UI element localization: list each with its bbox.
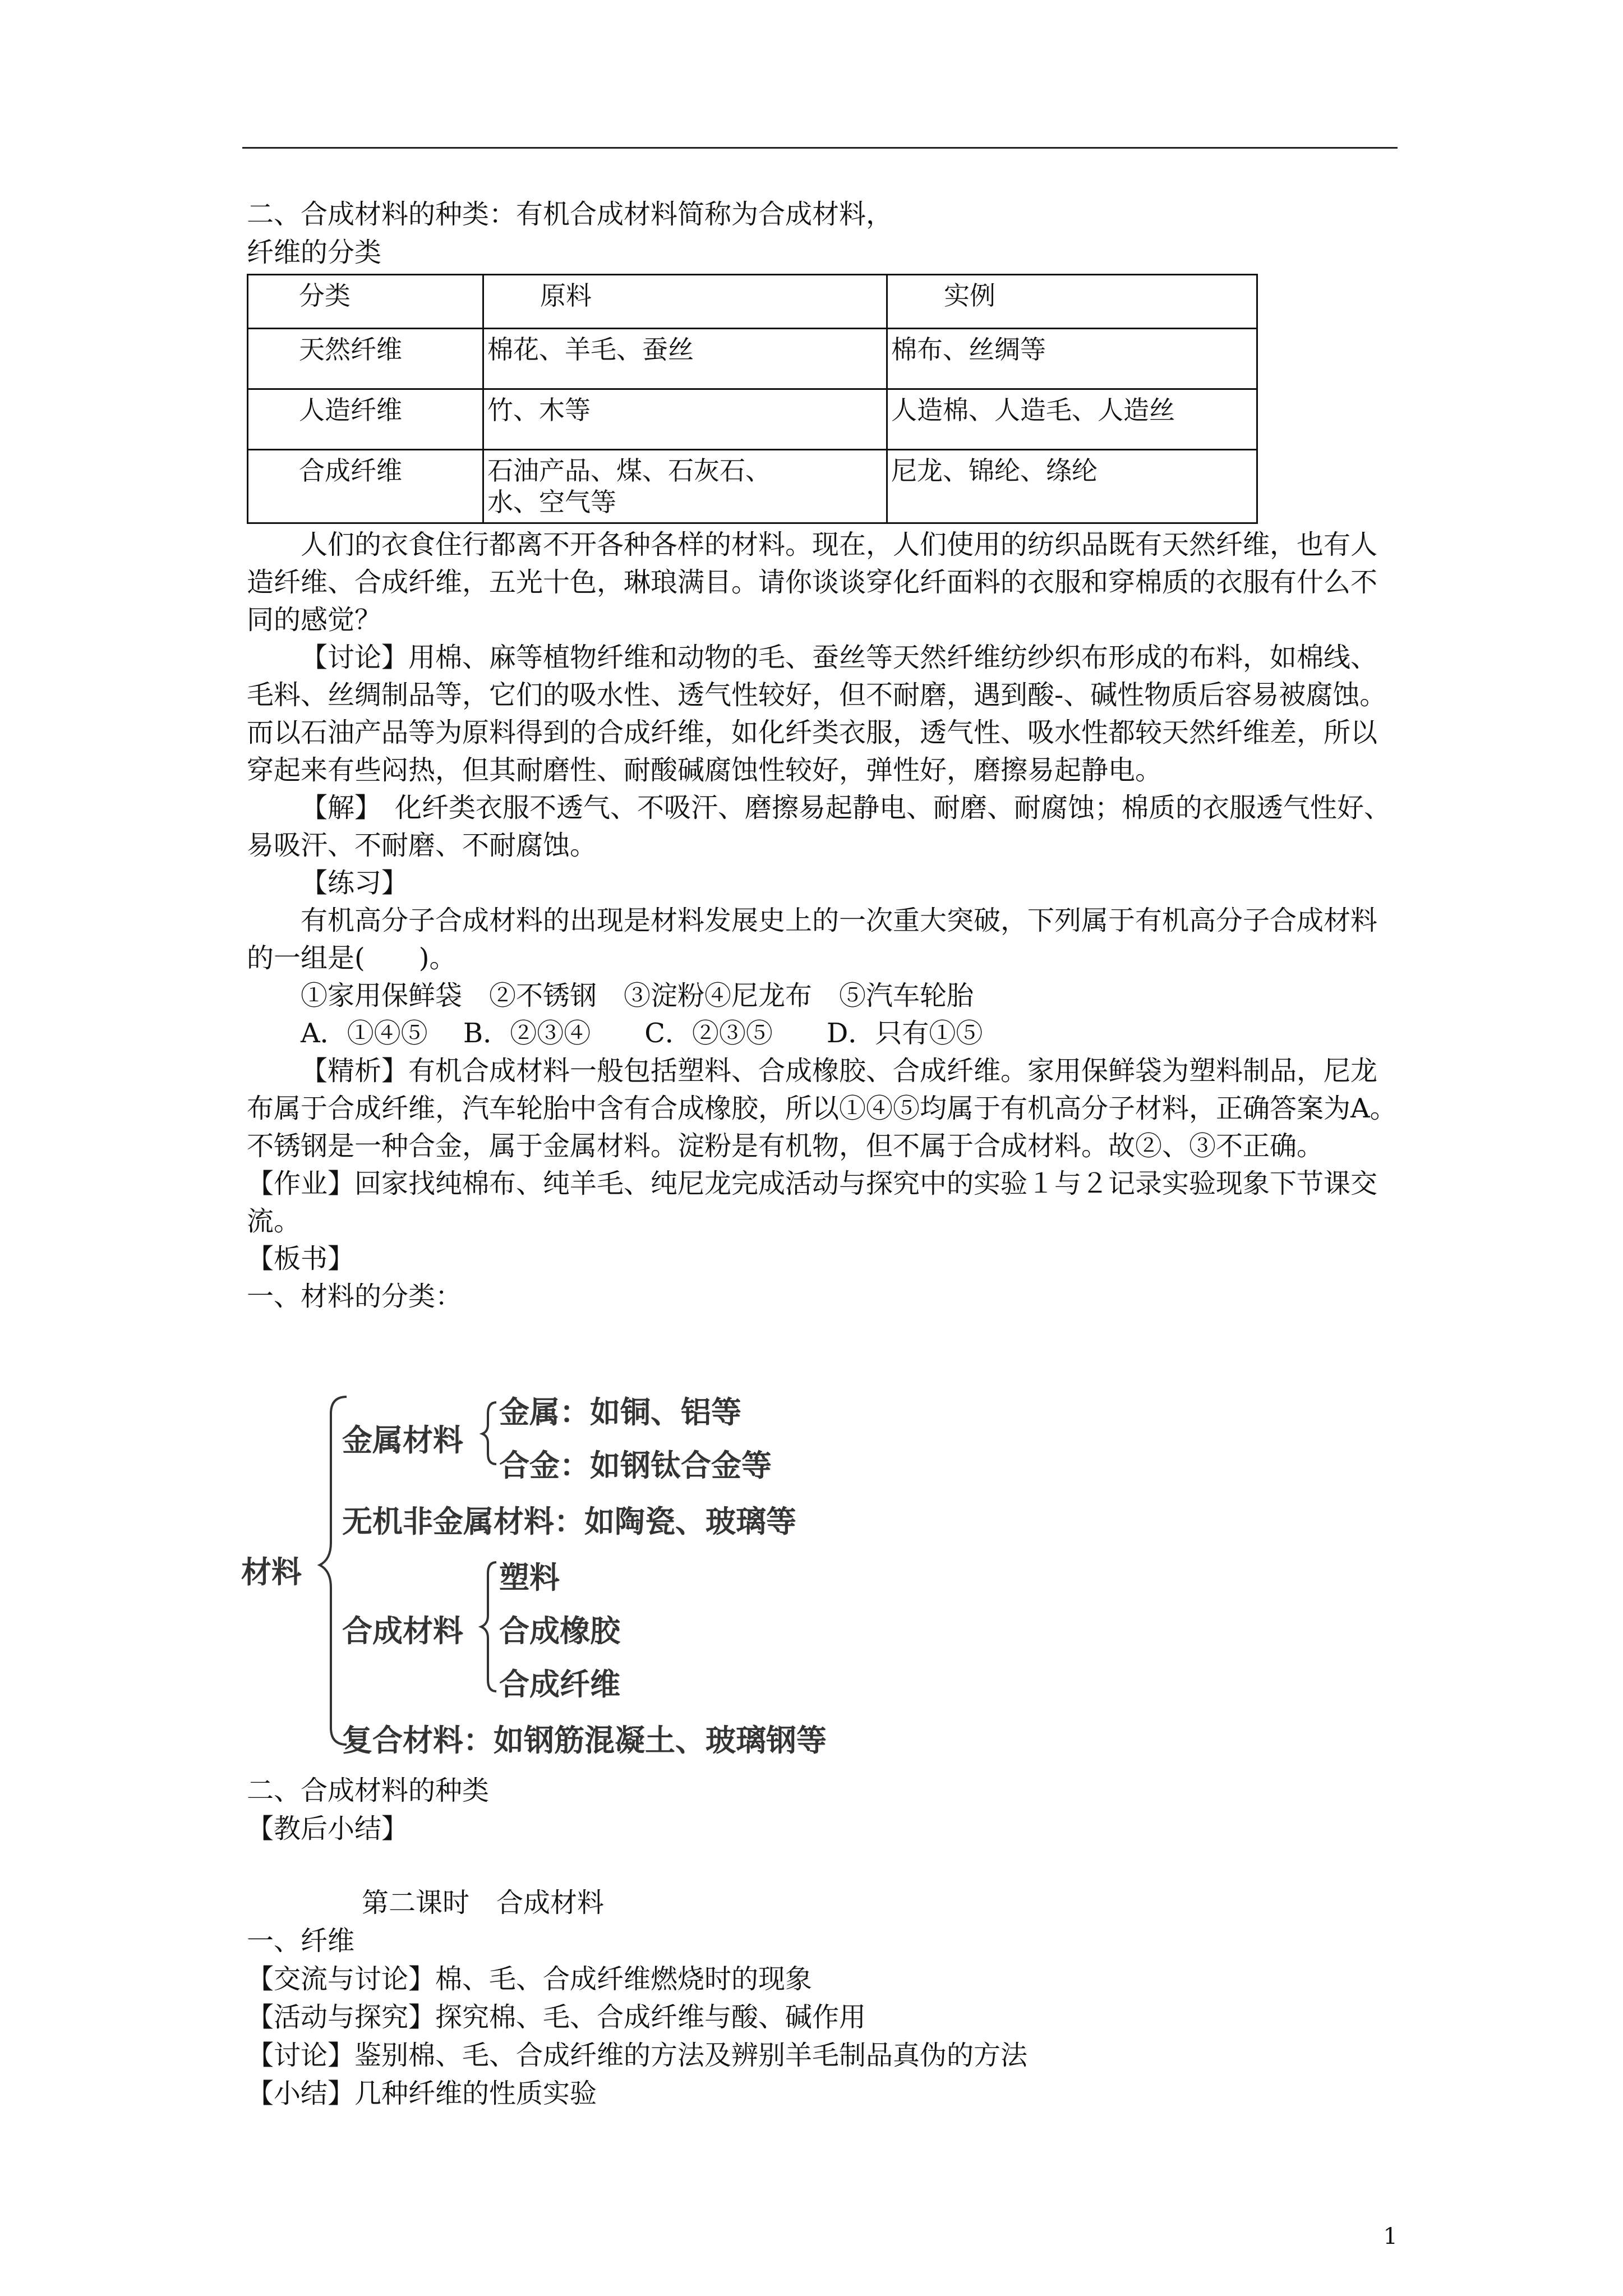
board-section1: 一、材料的分类： <box>247 1281 463 1312</box>
diagram-composite: 复合材料：如钢筋混凝土、玻璃钢等 <box>342 1723 827 1758</box>
table-cell: 棉花、羊毛、蚕丝 <box>483 329 887 389</box>
header-rule <box>242 147 1398 149</box>
materials-classification-diagram <box>241 1380 914 1761</box>
table-cell: 石油产品、煤、石灰石、 水、空气等 <box>483 450 887 523</box>
answer-paragraph: 【解】 化纤类衣服不透气、不吸汗、磨擦易起静电、耐磨、耐腐蚀；棉质的衣服透气性好、易吸汗、不耐磨、不耐腐蚀。 <box>247 792 1391 861</box>
board-section2: 二、合成材料的种类 <box>247 1775 490 1806</box>
table-header-cell: 实例 <box>887 275 1257 329</box>
table-row <box>248 389 1257 450</box>
diagram-synthetic-sub2: 合成橡胶 <box>499 1613 620 1649</box>
diagram-inorganic: 无机非金属材料：如陶瓷、玻璃等 <box>342 1504 796 1539</box>
board-label: 【板书】 <box>247 1243 355 1274</box>
section2-title: 二、合成材料的种类：有机合成材料简称为合成材料， <box>247 199 893 230</box>
diagram-metal: 金属材料 <box>342 1423 463 1458</box>
discussion-paragraph: 【讨论】用棉、麻等植物纤维和动物的毛、蚕丝等天然纤维纺纱织布形成的布料，如棉线、毛料、丝绸制品等，它们的吸水性、透气性较好，但不耐磨，遇到酸-、碱性物质后容易被腐蚀。而以石油产品等为原料得到的合成纤维，如化纤类衣服，透气性、吸水性都较天然纤维差，所以穿起来有些闷热，但其耐磨性、耐酸碱腐蚀性较好，弹性好，磨擦易起静电。 <box>247 642 1387 786</box>
practice-options: A．①④⑤ B．②③④ C．②③⑤ D．只有①⑤ <box>301 1018 983 1049</box>
diagram-metal-sub1: 金属：如铜、铝等 <box>499 1395 741 1430</box>
diagram-synthetic-sub3: 合成纤维 <box>499 1667 620 1702</box>
table-cell: 尼龙、锦纶、绦纶 <box>887 450 1257 523</box>
table-header-cell: 原料 <box>483 275 887 329</box>
table-cell: 竹、木等 <box>483 389 887 450</box>
diagram-synthetic: 合成材料 <box>342 1613 463 1649</box>
diagram-metal-sub2: 合金：如钢钛合金等 <box>499 1448 772 1483</box>
lesson2-item: 【活动与探究】探究棉、毛、合成纤维与酸、碱作用 <box>247 2001 866 2033</box>
table-header-cell: 分类 <box>248 275 483 329</box>
page-number: 1 <box>1383 2224 1398 2249</box>
table-cell: 人造棉、人造毛、人造丝 <box>887 389 1257 450</box>
lesson2-item: 【讨论】鉴别棉、毛、合成纤维的方法及辨别羊毛制品真伪的方法 <box>247 2040 1028 2071</box>
fiber-classification-label: 纤维的分类 <box>247 237 382 268</box>
intro-paragraph: 人们的衣食住行都离不开各种各样的材料。现在，人们使用的纺织品既有天然纤维，也有人造纤维、合成纤维，五光十色，琳琅满目。请你谈谈穿化纤面料的衣服和穿棉质的衣服有什么不同的感觉？ <box>247 529 1378 636</box>
table-cell: 人造纤维 <box>248 389 483 450</box>
table-header-row <box>248 275 1257 329</box>
diagram-synthetic-sub1: 塑料 <box>499 1560 560 1595</box>
lesson2-item: 【小结】几种纤维的性质实验 <box>247 2078 597 2109</box>
practice-label: 【练习】 <box>301 867 409 899</box>
diagram-root: 材料 <box>241 1554 302 1590</box>
table-cell: 合成纤维 <box>248 450 483 523</box>
lesson2-title: 第二课时 合成材料 <box>362 1887 605 1918</box>
summary-label: 【教后小结】 <box>247 1813 409 1844</box>
lesson2-section1: 一、纤维 <box>247 1925 355 1957</box>
fiber-classification-table <box>247 274 1258 524</box>
table-row <box>248 450 1257 523</box>
practice-items: ①家用保鲜袋 ②不锈钢 ③淀粉④尼龙布 ⑤汽车轮胎 <box>301 980 974 1011</box>
table-cell: 棉布、丝绸等 <box>887 329 1257 389</box>
practice-question: 有机高分子合成材料的出现是材料发展史上的一次重大突破，下列属于有机高分子合成材料的一组是( )。 <box>247 905 1378 974</box>
analysis-paragraph: 【精析】有机合成材料一般包括塑料、合成橡胶、合成纤维。家用保鲜袋为塑料制品，尼龙布属于合成纤维，汽车轮胎中含有合成橡胶，所以①④⑤均属于有机高分子材料，正确答案为A。不锈钢是一种合金，属于金属材料。淀粉是有机物，但不属于合成材料。故②、③不正确。 <box>247 1055 1397 1162</box>
homework-paragraph: 【作业】回家找纯棉布、纯羊毛、纯尼龙完成活动与探究中的实验１与２记录实验现象下节课交流。 <box>247 1168 1378 1237</box>
table-row <box>248 329 1257 389</box>
body-text <box>247 526 1402 1315</box>
lesson2-item: 【交流与讨论】棉、毛、合成纤维燃烧时的现象 <box>247 1963 813 1995</box>
table-cell: 天然纤维 <box>248 329 483 389</box>
